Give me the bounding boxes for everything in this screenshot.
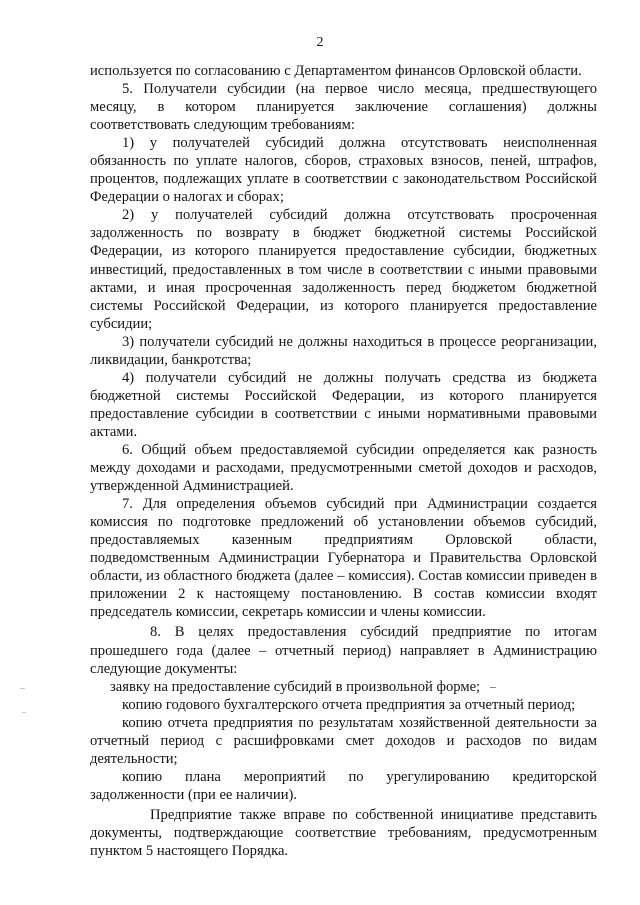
paragraph-item-8: 8. В целях предоставления субсидий предприятие по итогам прошедшего года (далее – отчетный период) направляет в Администрацию следующие документы:: [90, 624, 597, 677]
document-list-item: копию плана мероприятий по урегулированию кредиторской задолженности (при ее наличии).: [90, 768, 597, 803]
margin-mark: [20, 688, 25, 689]
paragraph-subitem-3: 3) получатели субсидий не должны находиться в процессе реорганизации, ликвидации, банкротства;: [90, 333, 597, 368]
document-list-item: копию годового бухгалтерского отчета предприятия за отчетный период;: [122, 696, 576, 713]
document-list-item-text: заявку на предоставление субсидий в произвольной форме;: [110, 678, 481, 695]
paragraph-continuation: используется по согласованию с Департаментом финансов Орловской области.: [90, 63, 582, 79]
paragraph-closing: Предприятие также вправе по собственной инициативе представить документы, подтверждающие соответствие требованиям, предусмотренным пунктом 5 настоящего Порядка.: [90, 806, 597, 860]
paragraph-subitem-2: 2) у получателей субсидий должна отсутствовать просроченная задолженность по возврату в бюджет бюджетной системы Российской Федерации, из которого планируется предоставление субсидии, бюджетных инвестиций, предоставленных в том числе в соответствии с иными правовыми актами, и иная просроченная задолженность перед бюджетом бюджетной системы Российской Федерации, из которого планируется предоставление субсидии;: [90, 207, 597, 332]
document-body: [90, 62, 597, 860]
paragraph-subitem-1: 1) у получателей субсидий должна отсутствовать неисполненная обязанность по уплате налогов, сборов, страховых взносов, пеней, штрафов, процентов, подлежащих уплате в соответствии с законодательством Российской Федерации о налогах и сборах;: [90, 135, 597, 206]
document-list-item: [90, 678, 597, 696]
paragraph-item-5: 5. Получатели субсидии (на первое число месяца, предшествующего месяцу, в котором планируется заключение соглашения) должны соответствовать следующим требованиям:: [90, 81, 597, 134]
page-number: 2: [316, 35, 324, 50]
stray-dash-mark: [490, 687, 496, 688]
paragraph-item-6: 6. Общий объем предоставляемой субсидии определяется как разность между доходами и расходами, предусмотренными сметой доходов и расходов, утвержденной Администрацией.: [90, 441, 597, 495]
document-list-item: копию отчета предприятия по результатам хозяйственной деятельности за отчетный период с расшифровками смет доходов и расходов по видам деятельности;: [90, 714, 597, 767]
paragraph-item-7: 7. Для определения объемов субсидий при Администрации создается комиссия по подготовке предложений об установлении объемов субсидий, предоставляемых казенным предприятиям Орловской области, подведомственным Администрации Губернатора и Правительства Орловской области, из областного бюджета (далее – комиссия). Состав комиссии приведен в приложении 2 к настоящему постановлению. В состав комиссии входят председатель комиссии, секретарь комиссии и члены комиссии.: [90, 496, 597, 621]
paragraph-subitem-4: 4) получатели субсидий не должны получать средства из бюджета бюджетной системы Российской Федерации, из которого планируется предоставление субсидии в соответствии с иными нормативными правовыми актами.: [90, 369, 597, 440]
margin-mark: [22, 712, 26, 713]
